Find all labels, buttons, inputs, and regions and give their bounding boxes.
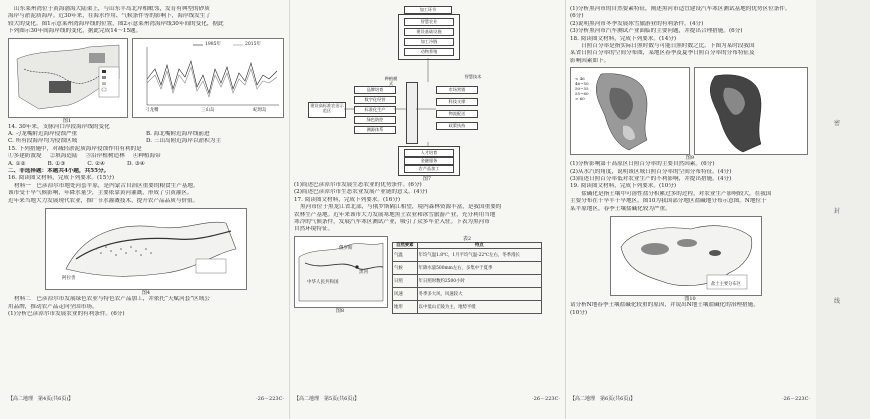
page-footer [570,395,810,402]
flow-box: 科技支撑 [436,98,478,106]
table-cell: 年降水量500mm左右，多集中于夏季 [417,262,541,275]
sub-question: (3)简述日照百分率低对农业生产的不利影响，并提出措施。(4分) [570,176,732,183]
footer-code: ·26－223C· [782,396,810,402]
figure-7-caption: 图7 [422,176,432,182]
legend-item: 46~50 [575,81,589,87]
legend-item: > 60 [575,96,585,102]
label-dialongzui: 刁龙嘴 [145,107,159,113]
page-footer [294,395,560,402]
flow-left-box: 建设高标准农田示范区 [308,102,346,118]
material-line: 自然环境特征。 [294,226,334,233]
option-b: B. ①③ [47,160,66,167]
figure-10-caption: 图10 [684,296,696,303]
question-15 [8,146,284,168]
question-16-head: 16. 阅读图文材料，完成下列要求。(15分) [8,175,115,182]
material-line: 农林生产基地。近年来该市大力发展寒地黑土农业和冰雪旅游产业，充分利用当地 [294,211,496,218]
figure-4-map [45,208,247,290]
flow-box: 建设基础设施 [404,28,454,36]
legend-item: 50~55 [575,86,589,92]
question-stem: 14. 30年来，支脉河口岸段海岸线的变化 [8,123,110,130]
label-russia: 俄罗斯 [339,245,353,251]
figure-8-map [294,236,388,308]
figure-8-caption: 图8 [335,307,345,314]
flow-mid-label: 种植模式 [384,76,398,86]
sub-question: (2)说明黑河市冬季发展冰雪旅游业的有利条件。(4分) [570,20,704,27]
material-line: 影响因素如下。 [570,57,610,64]
table-header: 特点 [417,242,541,249]
page-divider [289,0,290,419]
flow-box: 加工冷链 [404,38,454,46]
binding-margin [816,0,870,419]
question-14 [8,124,284,146]
table-header: 自然要素 [393,242,418,249]
label-alashan: 阿拉善 [62,276,76,282]
nature-table [392,242,542,315]
sub-question: (1)分析影响第十高原区日照百分率的主要自然因素。(6分) [570,161,715,168]
page-4 [8,6,284,406]
sub-question: 请分析N地春季土壤盐碱化较重的原因，并说出N地土壤盐碱化的治理措施。 [570,302,759,309]
flow-box: 金融服务 [404,157,454,165]
page-5 [294,6,560,406]
table-cell: 地形 [393,301,418,314]
table-cell: 冬季多大风，风速较大 [417,288,541,301]
label-heihe: 黑河 [359,269,368,275]
question-stem: 15. 下列措施中，对减轻淤泥质海岸侵蚀作用有利的是 [8,145,142,152]
page-footer [8,395,284,402]
statement: ④种植海带 [132,153,161,160]
table-row [393,249,542,262]
statement: ③沿岸植树造林 [85,153,125,160]
figure-table-row [294,236,560,315]
table-2 [392,236,542,315]
seal-mark: 密 [834,120,841,127]
page-divider [565,0,566,419]
terrain-map [695,68,807,154]
option-a: A. ①② [8,160,26,167]
score: (10分) [570,309,588,316]
legend-2015: 2015年 [245,41,261,47]
coastline-change-chart [133,39,283,117]
table-2-title: 表2 [462,235,472,242]
table-row [393,288,542,301]
flow-spine [406,82,418,144]
flow-mid-label: 智慧技术 [464,74,482,79]
flow-box: 绿色防控 [354,116,396,124]
question-18-head: 18. 阅读图文材料，完成下列要求。(14分) [570,35,677,42]
figure-row [8,38,284,118]
options [8,131,284,146]
sub-question: (1)简述巴彦淖尔市发展生态农业的优势条件。(6分) [294,182,422,188]
intro-line: 较大的变化。图1示意莱州湾海岸线的位置，图2示意莱州湾海岸线30年间的变化，据此 [8,20,224,27]
sub-question: (6分) [570,13,584,20]
flow-header: 加工环节 [404,6,452,14]
flow-box: 动物养殖 [404,48,454,56]
material-line: 寒冷的气候条件，发展汽车寒区测试产业，吸引了众多车企入驻。下表为黑河市 [294,219,490,226]
material-line: 日照百分率是指实际日照时数与可能日照时数之比。下图为某时段我国 [570,43,755,50]
table-cell: 年日照时数约2500小时 [417,275,541,288]
option-c: C. ②④ [87,160,106,167]
figure-8 [294,236,386,315]
flow-box: 农产品加工 [404,165,454,173]
option-c: C. 所有段海岸均为侵蚀区域 [8,138,78,145]
table-cell: 日照 [393,275,418,288]
sub-question: (2)从水汽的角度，说明该区域日照百分率的空间分布特征。(4分) [570,168,732,175]
legend-saline: 盐土主要分布区 [711,282,742,288]
coastline-map [9,39,127,117]
option-b: B. 海北嘴附近海岸线前进 [146,131,210,138]
material-line: 近年来当地大力发展现代农业，推广节水灌溉技术，提升农产品品质与价值。 [8,197,199,204]
seal-mark: 线 [834,298,841,305]
figure-9-legend [575,76,589,101]
intro-line: 山东莱州湾位于黄海渤海大陆架上，与山东半岛北岸相毗邻，发育有典型的砂质 [14,6,210,12]
flow-box: 品牌培育 [354,86,396,94]
page-6 [570,6,810,406]
material-line: 材料一 巴彦淖尔市地处河套平原，是内蒙古自治区重要的粮食生产基地。 [14,182,199,189]
table-cell: 气温 [393,249,418,262]
flow-box: 人才培育 [404,149,454,157]
table-cell: 气候 [393,262,418,275]
table-row [393,275,542,288]
footer-page: 【高二地理 第5页(共6页)】 [294,396,360,402]
figure-9-caption: 图9 [685,155,695,162]
material-line: 用品牌，推动农产品走向全国市场。 [8,303,98,310]
material-line: 某省日照百分率的空间分布图，某地区春季及夏季日照百分率的分布特征及 [570,50,755,57]
hetao-map [46,209,246,289]
legend-1985: 1985年 [205,41,221,47]
flow-box: 溯源体系 [354,126,396,134]
material-line: 盐碱化是指土壤中可溶性盐分积累过多的过程，对农业生产影响较大，在我国 [570,190,772,197]
sub-question: (3)分析黑河市汽车测试产业面临的主要问题，并提出合理措施。(6分) [570,28,743,35]
material-line: 某平原地区，春季土壤盐碱化较为严重。 [570,205,671,212]
table-row [393,262,542,275]
figure-9-map-b [694,67,808,155]
legend-item: 55~60 [575,91,589,97]
footer-code: ·26－223C· [532,396,560,402]
seal-mark: 封 [834,208,841,215]
figure-9-map-a [570,67,690,155]
table-cell: 以中低山丘陵为主，地势平缓 [417,301,541,314]
flow-box: 智慧农业 [404,18,454,26]
footer-code: ·26－223C· [256,396,284,402]
label-china: 中华人民共和国 [307,279,339,285]
option-d: D. ③④ [127,160,145,167]
material-line: 主要分布在干旱半干旱地区。图10为我国部分地区盐碱地分布示意图。N地位于 [570,198,767,205]
figure-4-caption: 图4 [141,290,151,297]
label-qimudao: 屺坶岛 [253,107,267,113]
figure-1-map [8,38,128,118]
intro-line: 下列图示30年间海岸线的变化，据此完成14～15题。 [8,28,142,35]
intro-line: 海岸与淤泥质海岸。近30年来，在海水作用、气候条件等的影响下，海岸线发生了 [8,13,211,20]
sub-question: (2)简述巴彦淖尔市生态农业发展产业链的意义。(4分) [294,189,428,196]
sub-question: (1)分析黑河市的自然要素特征，阐述黑河市适宜建设汽车寒区测试基地的优势区位条件。 [570,6,791,12]
material-line: 材料二 巴彦淖尔市发展绿色农业与特色农产品加工，并依托“天赋河套”区域公 [14,296,210,303]
options [8,161,284,168]
material-line: 该市受干旱气候影响，年降水量少，主要依靠黄河灌溉，形成了引黄灌区。 [8,190,193,197]
question-19-head: 19. 阅读图文材料，完成下列要求。(10分) [570,183,677,190]
flow-box: 政策扶持 [436,122,478,130]
legend-item: < 46 [575,76,585,82]
flowchart [294,6,560,176]
footer-page: 【高二地理 第4页(共6页)】 [8,396,74,402]
flow-box: 市场营销 [436,86,478,94]
material-line: 黑河市位于黑龙江省北部，与俄罗斯隔江相望，境内森林资源丰富，是我国重要的 [300,204,502,211]
figure-1-caption: 图1 [62,117,72,124]
flow-box: 物流配送 [436,110,478,118]
statements [8,153,284,160]
intro-block [8,6,284,36]
option-d: D. 三山岛附近海岸以淤积为主 [146,138,221,145]
statement: ①多建防波堤 [8,153,42,160]
table-cell: 风速 [393,288,418,301]
table-cell: 年均气温1.8℃，1月平均气温-22℃左右，冬季漫长 [417,249,541,262]
figure-10-map [610,216,762,296]
table-header-row [393,242,542,249]
statement: ②填海造陆 [49,153,78,160]
footer-page: 【高二地理 第6页(共6页)】 [570,396,636,402]
flow-box: 标准化生产 [354,106,396,114]
figure-9-row [570,67,810,155]
figure-2-chart [132,38,284,118]
option-a: A. 刁龙嘴附近海岸侵蚀严重 [8,131,78,138]
flow-box: 数字化经营 [354,96,396,104]
table-row [393,301,542,314]
sub-question: (1)分析巴彦淖尔市发展农业的有利条件。(6分) [8,310,125,317]
label-sanshandao: 三山岛 [201,107,215,113]
section-heading: 二、非选择题：本题共4小题，共55分。 [8,168,110,175]
question-17-head: 17. 阅读图文材料，完成下列要求。(16分) [294,196,401,203]
